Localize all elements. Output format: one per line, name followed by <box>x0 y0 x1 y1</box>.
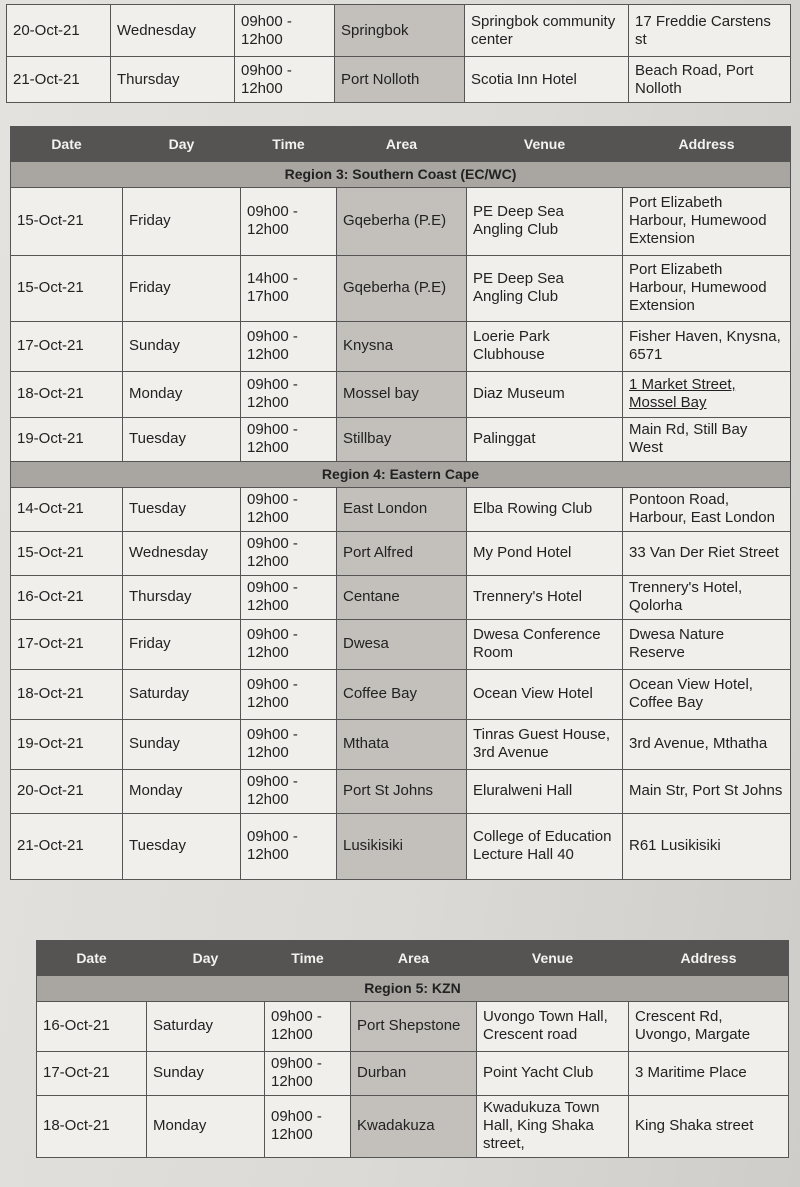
venue-cell: Scotia Inn Hotel <box>465 57 629 103</box>
area-cell: Port Shepstone <box>351 1001 477 1051</box>
date-cell: 19-Oct-21 <box>11 417 123 461</box>
header-row <box>11 127 791 162</box>
venue-cell: Trennery's Hotel <box>467 575 623 619</box>
table-row <box>11 487 791 531</box>
area-cell: Port St Johns <box>337 769 467 813</box>
venue-cell: Point Yacht Club <box>477 1051 629 1095</box>
area-cell: Lusikisiki <box>337 813 467 879</box>
address-cell: Port Elizabeth Harbour, Humewood Extension <box>623 187 791 255</box>
day-cell: Tuesday <box>123 487 241 531</box>
table-row <box>7 5 791 57</box>
table-row <box>11 371 791 417</box>
area-cell: Stillbay <box>337 417 467 461</box>
table-row <box>11 719 791 769</box>
table-row <box>7 57 791 103</box>
time-cell: 09h00 - 12h00 <box>241 531 337 575</box>
venue-cell: College of Education Lecture Hall 40 <box>467 813 623 879</box>
time-cell: 09h00 - 12h00 <box>265 1095 351 1157</box>
venue-cell: PE Deep Sea Angling Club <box>467 187 623 255</box>
address-cell: Main Rd, Still Bay West <box>623 417 791 461</box>
area-cell: Dwesa <box>337 619 467 669</box>
address-cell: 17 Freddie Carstens st <box>629 5 791 57</box>
day-cell: Thursday <box>123 575 241 619</box>
region-title: Region 3: Southern Coast (EC/WC) <box>11 162 791 188</box>
schedule-table-region-5 <box>36 940 789 1158</box>
time-cell: 09h00 - 12h00 <box>241 619 337 669</box>
date-cell: 19-Oct-21 <box>11 719 123 769</box>
schedule-table-top <box>6 4 791 103</box>
day-cell: Sunday <box>147 1051 265 1095</box>
address-cell: Ocean View Hotel, Coffee Bay <box>623 669 791 719</box>
region-title: Region 4: Eastern Cape <box>11 461 791 487</box>
time-cell: 09h00 - 12h00 <box>241 187 337 255</box>
time-cell: 09h00 - 12h00 <box>241 813 337 879</box>
address-cell: 3rd Avenue, Mthatha <box>623 719 791 769</box>
time-cell: 09h00 - 12h00 <box>235 57 335 103</box>
area-cell: Port Nolloth <box>335 57 465 103</box>
address-cell: Main Str, Port St Johns <box>623 769 791 813</box>
area-cell: Mossel bay <box>337 371 467 417</box>
time-cell: 09h00 - 12h00 <box>265 1051 351 1095</box>
address-cell: Port Elizabeth Harbour, Humewood Extension <box>623 255 791 321</box>
time-cell: 14h00 - 17h00 <box>241 255 337 321</box>
address-cell: 33 Van Der Riet Street <box>623 531 791 575</box>
area-cell: Springbok <box>335 5 465 57</box>
day-cell: Wednesday <box>123 531 241 575</box>
schedule-table-regions-3-4 <box>10 126 791 880</box>
date-cell: 17-Oct-21 <box>37 1051 147 1095</box>
time-cell: 09h00 - 12h00 <box>241 769 337 813</box>
table-row <box>11 417 791 461</box>
address-cell: Fisher Haven, Knysna, 6571 <box>623 321 791 371</box>
venue-cell: PE Deep Sea Angling Club <box>467 255 623 321</box>
venue-cell: Uvongo Town Hall, Crescent road <box>477 1001 629 1051</box>
address-cell: Trennery's Hotel, Qolorha <box>623 575 791 619</box>
venue-cell: Elba Rowing Club <box>467 487 623 531</box>
time-cell: 09h00 - 12h00 <box>241 669 337 719</box>
date-cell: 16-Oct-21 <box>11 575 123 619</box>
venue-cell: My Pond Hotel <box>467 531 623 575</box>
area-cell: East London <box>337 487 467 531</box>
column-header-address: Address <box>623 127 791 162</box>
table-row <box>11 575 791 619</box>
column-header-date: Date <box>37 941 147 976</box>
table-row <box>11 255 791 321</box>
day-cell: Tuesday <box>123 813 241 879</box>
address-cell: Beach Road, Port Nolloth <box>629 57 791 103</box>
table-row <box>11 531 791 575</box>
time-cell: 09h00 - 12h00 <box>241 487 337 531</box>
table-row <box>11 769 791 813</box>
date-cell: 20-Oct-21 <box>11 769 123 813</box>
day-cell: Saturday <box>123 669 241 719</box>
day-cell: Sunday <box>123 719 241 769</box>
day-cell: Wednesday <box>111 5 235 57</box>
date-cell: 21-Oct-21 <box>11 813 123 879</box>
venue-cell: Diaz Museum <box>467 371 623 417</box>
day-cell: Sunday <box>123 321 241 371</box>
day-cell: Monday <box>147 1095 265 1157</box>
venue-cell: Eluralweni Hall <box>467 769 623 813</box>
address-cell: Crescent Rd, Uvongo, Margate <box>629 1001 789 1051</box>
column-header-day: Day <box>123 127 241 162</box>
time-cell: 09h00 - 12h00 <box>241 575 337 619</box>
time-cell: 09h00 - 12h00 <box>265 1001 351 1051</box>
region-row <box>11 162 791 188</box>
venue-cell: Kwadukuza Town Hall, King Shaka street, <box>477 1095 629 1157</box>
day-cell: Friday <box>123 187 241 255</box>
column-header-address: Address <box>629 941 789 976</box>
venue-cell: Dwesa Conference Room <box>467 619 623 669</box>
date-cell: 17-Oct-21 <box>11 619 123 669</box>
column-header-date: Date <box>11 127 123 162</box>
day-cell: Friday <box>123 255 241 321</box>
column-header-time: Time <box>241 127 337 162</box>
column-header-area: Area <box>351 941 477 976</box>
day-cell: Saturday <box>147 1001 265 1051</box>
area-cell: Knysna <box>337 321 467 371</box>
time-cell: 09h00 - 12h00 <box>241 371 337 417</box>
day-cell: Tuesday <box>123 417 241 461</box>
time-cell: 09h00 - 12h00 <box>235 5 335 57</box>
column-header-time: Time <box>265 941 351 976</box>
venue-cell: Loerie Park Clubhouse <box>467 321 623 371</box>
address-cell: 3 Maritime Place <box>629 1051 789 1095</box>
time-cell: 09h00 - 12h00 <box>241 321 337 371</box>
venue-cell: Palinggat <box>467 417 623 461</box>
date-cell: 18-Oct-21 <box>11 669 123 719</box>
day-cell: Friday <box>123 619 241 669</box>
day-cell: Monday <box>123 769 241 813</box>
column-header-area: Area <box>337 127 467 162</box>
date-cell: 18-Oct-21 <box>11 371 123 417</box>
date-cell: 15-Oct-21 <box>11 187 123 255</box>
date-cell: 20-Oct-21 <box>7 5 111 57</box>
table-row <box>11 619 791 669</box>
area-cell: Gqeberha (P.E) <box>337 255 467 321</box>
date-cell: 18-Oct-21 <box>37 1095 147 1157</box>
table-row <box>37 1095 789 1157</box>
address-cell: Dwesa Nature Reserve <box>623 619 791 669</box>
date-cell: 15-Oct-21 <box>11 255 123 321</box>
region-row <box>37 976 789 1002</box>
venue-cell: Springbok community center <box>465 5 629 57</box>
time-cell: 09h00 - 12h00 <box>241 417 337 461</box>
area-cell: Coffee Bay <box>337 669 467 719</box>
column-header-day: Day <box>147 941 265 976</box>
header-row <box>37 941 789 976</box>
column-header-venue: Venue <box>467 127 623 162</box>
table-row <box>11 187 791 255</box>
day-cell: Thursday <box>111 57 235 103</box>
region-title: Region 5: KZN <box>37 976 789 1002</box>
date-cell: 21-Oct-21 <box>7 57 111 103</box>
column-header-venue: Venue <box>477 941 629 976</box>
date-cell: 16-Oct-21 <box>37 1001 147 1051</box>
time-cell: 09h00 - 12h00 <box>241 719 337 769</box>
area-cell: Mthata <box>337 719 467 769</box>
area-cell: Durban <box>351 1051 477 1095</box>
area-cell: Centane <box>337 575 467 619</box>
venue-cell: Ocean View Hotel <box>467 669 623 719</box>
table-row <box>11 321 791 371</box>
address-cell: R61 Lusikisiki <box>623 813 791 879</box>
date-cell: 14-Oct-21 <box>11 487 123 531</box>
venue-cell: Tinras Guest House, 3rd Avenue <box>467 719 623 769</box>
region-row <box>11 461 791 487</box>
day-cell: Monday <box>123 371 241 417</box>
address-cell: 1 Market Street, Mossel Bay <box>623 371 791 417</box>
table-row <box>11 669 791 719</box>
date-cell: 17-Oct-21 <box>11 321 123 371</box>
area-cell: Kwadakuza <box>351 1095 477 1157</box>
table-row <box>37 1051 789 1095</box>
date-cell: 15-Oct-21 <box>11 531 123 575</box>
area-cell: Gqeberha (P.E) <box>337 187 467 255</box>
address-cell: King Shaka street <box>629 1095 789 1157</box>
table-row <box>11 813 791 879</box>
address-cell: Pontoon Road, Harbour, East London <box>623 487 791 531</box>
area-cell: Port Alfred <box>337 531 467 575</box>
table-row <box>37 1001 789 1051</box>
